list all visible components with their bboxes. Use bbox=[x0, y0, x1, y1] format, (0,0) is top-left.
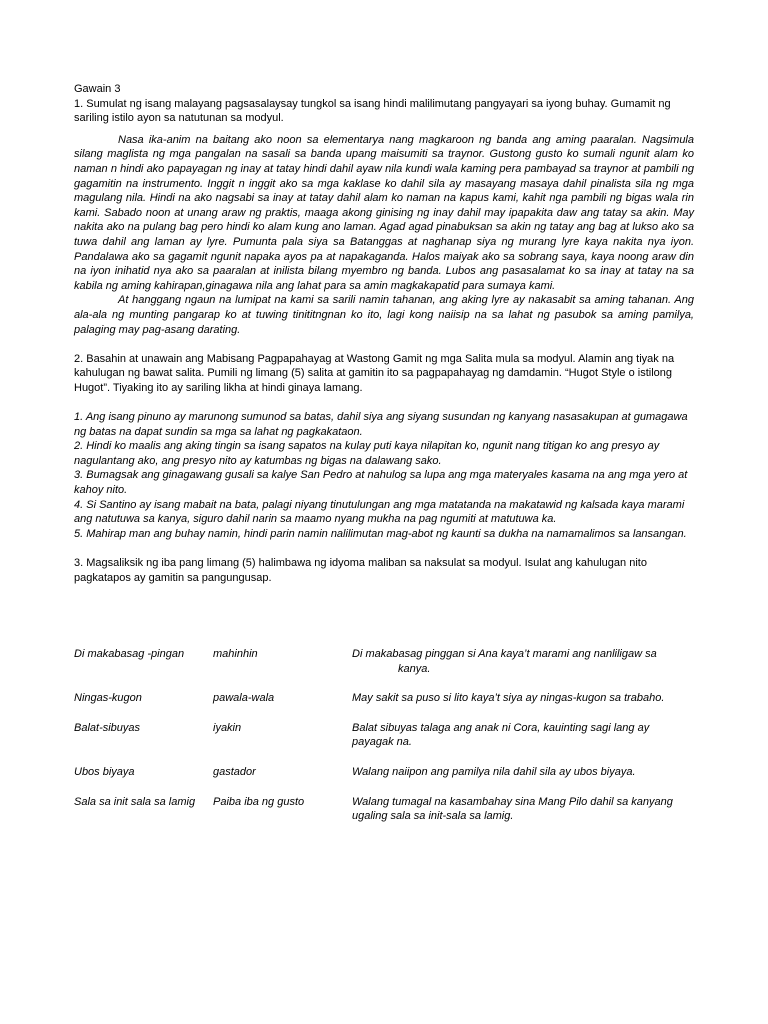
meaning-cell: gastador bbox=[213, 765, 256, 778]
meaning-cell: pawala-wala bbox=[213, 692, 275, 705]
essay-paragraph-1: Nasa ika-anim na baitang ako noon sa elementarya nang magkaroon ng banda ang aming paaralan. Nagsimula silang maglista ng mga pangalan na sasali sa banda upang maisumiti sa traynor. Gustong gusto ko sumali ngunit alam ko naman n hindi ako papayagan ng inay at tatay hindi dahil ayaw nila kundi wala kaming pera pambayad sa traynor at pambili ng gagamitin na instrumento. Inggit n inggit ako sa mga kaklase ko dahil sila ay masayang masaya dahil pinalista sila ng mga magulang nila. Hindi na ako nagsabi sa inay at tatay dahil alam ko naman na kapus kami, kahit nga pambili ng bigas wala rin kami. Sabado noon at unang araw ng praktis, maaga akong ginising ng inay dahil may ipapakita daw ang tatay sa akin. May nakita ako na pulang bag pero hindi ko alam kung ano laman. Agad agad pinabuksan sa akin ng tatay ang bag at lukso ako sa tuwa dahil ang laman ay lyre. Pumunta pala siya sa Batanggas at naghanap siya ng murang lyre kaya nakita nya iyon. Pandalawa ako sa gagamit ngunit napaka ayos pa at napakaganda. Halos maiyak ako sa sobrang saya, kaya noong araw din na iyon inihatid nya ako sa paaralan at inilista bilang myembro ng banda. Lubos ang pasasalamat ko sa inay at tatay na sa kabila ng aming kahirapan,ginagawa nila ang lahat para sa amin magkakapatid para sumaya kami. bbox=[74, 133, 694, 292]
idiom-row bbox=[74, 691, 694, 706]
sentence-continuation: kanya. bbox=[398, 662, 431, 675]
hugot-item: 2. Hindi ko maalis ang aking tingin sa isang sapatos na kulay puti kaya nilapitan ko, ngunit nang titigan ko ang presyo ay nagulantang ako, ang presyo nito ay katumbas ng bigas na dalawang sako. bbox=[74, 440, 660, 467]
hugot-item: 3. Bumagsak ang ginagawang gusali sa kalye San Pedro at nahulog sa lupa ang mga materyales kasama na ang mga yero at kahoy nito. bbox=[74, 469, 688, 497]
idiom-cell: Ningas-kugon bbox=[74, 692, 142, 705]
idiom-cell: Di makabasag -pingan bbox=[74, 648, 185, 660]
idiom-row bbox=[74, 647, 694, 676]
idiom-row bbox=[74, 795, 694, 824]
hugot-list bbox=[74, 410, 694, 541]
hugot-item: 4. Si Santino ay isang mabait na bata, palagi niyang tinutulungan ang mga matatanda na makatawid ng kalsada kaya marami ang natutuwa sa kanya, siguro dahil narin sa maamo nyang mukha na pag ngumiti at matutuwa ka. bbox=[74, 498, 685, 526]
question-1: 1. Sumulat ng isang malayang pagsasalaysay tungkol sa isang hindi malilimutang pangyayari sa iyong buhay. Gumamit ng sariling istilo ayon sa natutunan sa modyul. bbox=[74, 97, 671, 125]
meaning-cell: mahinhin bbox=[213, 648, 258, 660]
sentence-cell: Walang naiipon ang pamilya nila dahil sila ay ubos biyaya. bbox=[352, 765, 636, 778]
sentence-cell: Walang tumagal na kasambahay sina Mang Pilo dahil sa kanyang ugaling sala sa init-sala sa lamig. bbox=[352, 795, 673, 823]
hugot-item: 1. Ang isang pinuno ay marunong sumunod sa batas, dahil siya ang siyang susundan ng kanyang nasasakupan at gumagawa ng batas na dapat sundin sa mga sa lahat ng pagkakataon. bbox=[74, 411, 688, 438]
essay-paragraph-2: At hanggang ngaun na lumipat na kami sa sarili namin tahanan, ang aking lyre ay nakasabit sa aming tahanan. Ang ala-ala ng munting pangarap ko at tuwing tinititngnan ko ito, lagi kong naiisip na sa lahat ng pasubok sa aming pamilya, palaging may pag-asang darating. bbox=[74, 294, 694, 336]
activity-heading: Gawain 3 bbox=[74, 83, 121, 95]
sentence-cell bbox=[352, 647, 682, 676]
idiom-cell: Balat-sibuyas bbox=[74, 721, 141, 734]
sentence-text: Di makabasag pinggan si Ana kaya’t marami ang nanliligaw sa bbox=[352, 648, 657, 660]
hugot-item: 5. Mahirap man ang buhay namin, hindi parin namin nalilimutan mag-abot ng kaunti sa dukha na namamalimos sa lansangan. bbox=[74, 527, 687, 540]
idiom-table bbox=[74, 647, 694, 839]
document-body bbox=[74, 82, 694, 585]
sentence-cell: May sakit sa puso si lito kaya’t siya ay ningas-kugon sa trabaho. bbox=[352, 692, 665, 705]
idiom-cell: Ubos biyaya bbox=[74, 765, 135, 778]
meaning-cell: iyakin bbox=[213, 721, 242, 734]
idiom-row bbox=[74, 721, 694, 750]
idiom-cell: Sala sa init sala sa lamig bbox=[74, 795, 196, 808]
meaning-cell: Paiba iba ng gusto bbox=[213, 795, 305, 808]
question-3: 3. Magsaliksik ng iba pang limang (5) halimbawa ng idyoma maliban sa naksulat sa modyul. Isulat ang kahulugan nito pagkatapos ay gamitin sa pangungusap. bbox=[74, 557, 647, 584]
question-2: 2. Basahin at unawain ang Mabisang Pagpapahayag at Wastong Gamit ng mga Salita mula sa modyul. Alamin ang tiyak na kahulugan ng bawat salita. Pumili ng limang (5) salita at gamitin ito sa pagpapahayag ng damdamin. “Hugot Style o istilong Hugot”. Tiyaking ito ay sariling likha at hindi ginaya lamang. bbox=[74, 352, 675, 394]
idiom-row bbox=[74, 765, 694, 780]
sentence-cell: Balat sibuyas talaga ang anak ni Cora, kauinting sagi lang ay payagak na. bbox=[352, 721, 650, 749]
